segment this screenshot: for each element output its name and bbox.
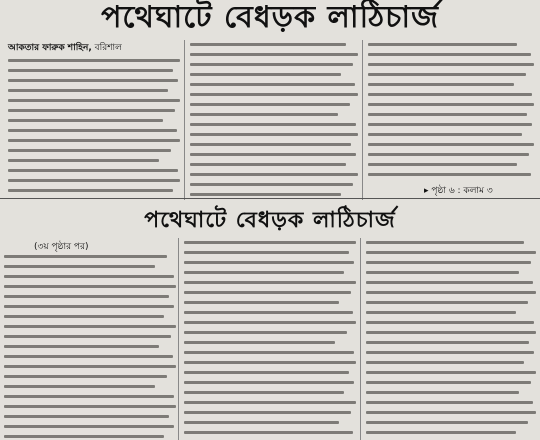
text-line-placeholder (190, 173, 358, 176)
text-line-placeholder (184, 381, 354, 384)
text-line-placeholder (8, 149, 171, 152)
text-line-placeholder (4, 305, 174, 308)
text-line-placeholder (190, 133, 358, 136)
text-line-placeholder (184, 311, 353, 314)
text-line-placeholder (8, 159, 159, 162)
text-line-placeholder (184, 361, 356, 364)
text-line-placeholder (4, 385, 155, 388)
text-line-placeholder (368, 103, 534, 106)
text-line-placeholder (184, 271, 344, 274)
text-line-placeholder (190, 53, 358, 56)
text-line-placeholder (4, 435, 164, 438)
text-line-placeholder (366, 421, 528, 424)
text-line-placeholder (366, 251, 536, 254)
text-line-placeholder (184, 261, 354, 264)
text-line-placeholder (366, 431, 516, 434)
text-line-placeholder (8, 179, 180, 182)
text-line-placeholder (190, 93, 358, 96)
text-line-placeholder (368, 113, 527, 116)
text-line-placeholder (368, 143, 534, 146)
text-line-placeholder (190, 43, 346, 46)
text-line-placeholder (184, 321, 356, 324)
text-line-placeholder (4, 375, 167, 378)
text-line-placeholder (190, 143, 351, 146)
text-line-placeholder (368, 123, 532, 126)
text-line-placeholder (8, 59, 180, 62)
main-headline: পথেঘাটে বেধড়ক লাঠিচার্জ (101, 0, 439, 35)
text-line-placeholder (4, 425, 174, 428)
text-line-placeholder (190, 83, 355, 86)
column-divider (360, 238, 361, 440)
section-divider (0, 198, 540, 199)
text-line-placeholder (366, 361, 524, 364)
text-line-placeholder (190, 183, 353, 186)
text-line-placeholder (184, 251, 349, 254)
text-line-placeholder (184, 281, 356, 284)
text-line-placeholder (184, 391, 344, 394)
text-line-placeholder (366, 341, 529, 344)
text-line-placeholder (184, 421, 339, 424)
text-line-placeholder (190, 163, 346, 166)
text-line-placeholder (4, 335, 171, 338)
text-line-placeholder (366, 371, 536, 374)
continuation-column-1 (4, 252, 176, 438)
text-line-placeholder (190, 153, 356, 156)
text-line-placeholder (184, 291, 351, 294)
text-line-placeholder (4, 315, 164, 318)
text-line-placeholder (190, 73, 341, 76)
text-line-placeholder (366, 311, 516, 314)
text-line-placeholder (184, 411, 351, 414)
text-line-placeholder (8, 79, 178, 82)
text-line-placeholder (366, 281, 533, 284)
text-line-placeholder (366, 261, 531, 264)
text-line-placeholder (366, 411, 536, 414)
text-line-placeholder (368, 133, 522, 136)
text-line-placeholder (4, 285, 176, 288)
text-line-placeholder (184, 241, 356, 244)
text-line-placeholder (8, 99, 180, 102)
continued-from-tag: (৩য় পৃষ্ঠার পর) (34, 242, 89, 252)
text-line-placeholder (8, 109, 175, 112)
page-reference: ▸ পৃষ্ঠা ৬ : কলাম ৩ (424, 186, 493, 196)
column-divider (178, 238, 179, 440)
byline-name: আকতার ফারুক শাহিন, (8, 43, 92, 53)
text-line-placeholder (190, 103, 350, 106)
text-line-placeholder (366, 301, 528, 304)
text-line-placeholder (368, 43, 517, 46)
column-divider (184, 40, 185, 200)
text-line-placeholder (190, 63, 353, 66)
text-line-placeholder (366, 331, 536, 334)
text-line-placeholder (8, 189, 173, 192)
text-line-placeholder (368, 83, 514, 86)
text-line-placeholder (184, 371, 349, 374)
text-line-placeholder (368, 163, 517, 166)
text-line-placeholder (4, 295, 169, 298)
text-line-placeholder (190, 113, 338, 116)
text-line-placeholder (4, 405, 176, 408)
text-line-placeholder (4, 365, 176, 368)
text-line-placeholder (184, 351, 354, 354)
text-line-placeholder (8, 169, 178, 172)
text-line-placeholder (184, 301, 339, 304)
article-column-2 (190, 40, 358, 200)
text-line-placeholder (366, 291, 536, 294)
column-divider (362, 40, 363, 200)
text-line-placeholder (366, 271, 519, 274)
text-line-placeholder (184, 401, 356, 404)
text-line-placeholder (368, 173, 531, 176)
byline (8, 40, 122, 55)
text-line-placeholder (8, 119, 163, 122)
text-line-placeholder (366, 391, 519, 394)
text-line-placeholder (184, 431, 353, 434)
text-line-placeholder (4, 255, 167, 258)
text-line-placeholder (366, 381, 531, 384)
text-line-placeholder (4, 325, 176, 328)
text-line-placeholder (4, 355, 173, 358)
text-line-placeholder (368, 63, 534, 66)
text-line-placeholder (190, 193, 341, 196)
text-line-placeholder (366, 401, 533, 404)
continuation-headline: পথেঘাটে বেধড়ক লাঠিচার্জ (144, 208, 396, 233)
article-column-1 (8, 56, 180, 196)
text-line-placeholder (368, 73, 526, 76)
text-line-placeholder (8, 129, 177, 132)
text-line-placeholder (4, 345, 159, 348)
text-line-placeholder (8, 139, 180, 142)
text-line-placeholder (184, 331, 347, 334)
text-line-placeholder (368, 53, 531, 56)
byline-place: বরিশাল (94, 43, 122, 53)
text-line-placeholder (4, 275, 174, 278)
text-line-placeholder (4, 265, 155, 268)
text-line-placeholder (190, 123, 356, 126)
article-column-3 (368, 40, 534, 182)
text-line-placeholder (368, 153, 529, 156)
text-line-placeholder (8, 69, 173, 72)
continuation-column-2 (184, 238, 356, 438)
text-line-placeholder (184, 341, 335, 344)
continuation-column-3 (366, 238, 536, 438)
text-line-placeholder (368, 93, 532, 96)
text-line-placeholder (4, 395, 174, 398)
text-line-placeholder (366, 351, 534, 354)
text-line-placeholder (366, 321, 534, 324)
text-line-placeholder (4, 415, 169, 418)
text-line-placeholder (8, 89, 168, 92)
text-line-placeholder (366, 241, 524, 244)
